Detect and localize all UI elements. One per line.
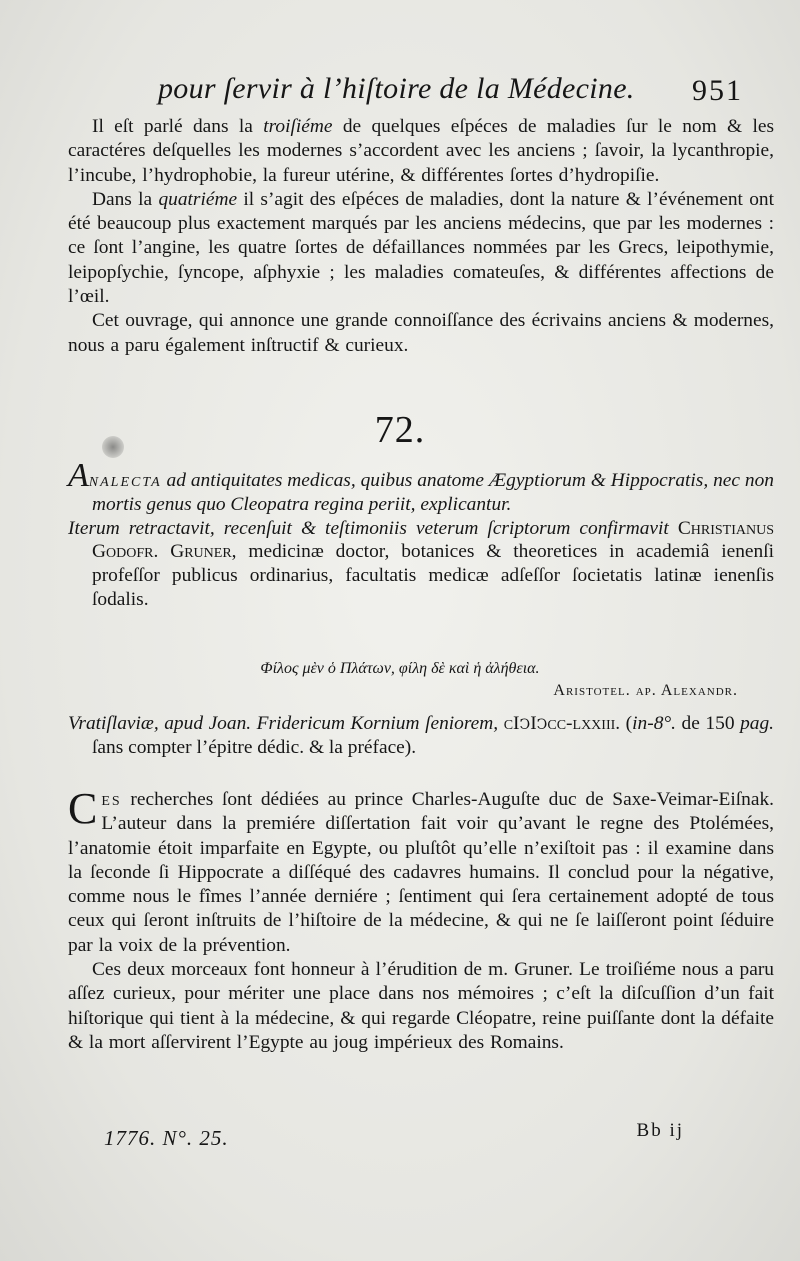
imprint-pages: de 150 <box>676 713 741 734</box>
text-run: Il eſt parlé dans la <box>92 116 264 137</box>
signature-mark: 1776. N°. 25. <box>104 1126 229 1150</box>
intro-paragraph <box>68 115 774 188</box>
text-run: de quelques eſpéces de maladies ſur le nom & les caractéres deſquelles les modernes s’accordent avec les anciens ; ſavoir, la lycanthropie, l’incube, l’hydrophobie, la fureur utérine, & différentes ſortes d’hydropiſie. <box>68 116 774 186</box>
intro-paragraphs <box>68 115 774 358</box>
bibliographic-entry <box>68 457 774 612</box>
section-number: 72. <box>374 409 426 451</box>
text-run: Dans la <box>92 188 159 210</box>
intro-paragraph <box>68 309 774 358</box>
imprint-tail: ſans compter l’épitre dédic. & la préface). <box>92 736 417 758</box>
epigraph-attribution: Aristotel. ap. Alexandr. <box>553 682 738 699</box>
title-initial: A <box>68 457 89 494</box>
title-rest: ad antiquitates medicas, quibus anatome Ægyptiorum & Hippocratis, nec non mortis genus quo Cleopatra regina periit, explicantur. <box>92 470 774 515</box>
author-description: , medicinæ doctor, botanices & theoretices in academiâ ienenſi profeſſor publicus ordinarius, facultatis medicæ adſeſſor ſocietatis latinæ ienenſis ſodalis. <box>92 541 774 610</box>
review-body <box>68 784 774 1055</box>
drop-cap: C <box>68 784 98 833</box>
intro-paragraph <box>68 188 774 309</box>
page-header <box>158 72 743 118</box>
imprint-format-open: ( <box>620 713 633 734</box>
running-head: pour ſervir à l’hiſtoire de la Médecine. <box>158 72 635 105</box>
text-run: il s’agit des eſpéces de maladies, dont la nature & l’événement ont été beaucoup plus exactement marqués par les anciens médecins, que par les modernes : ce ſont l’angine, les quatre ſortes de défaillances nommées par les Grecs, leipothymie, leipopſychie, ſyncope, aſphyxie ; les maladies comateuſes, & différentes affections de l’œil. <box>68 188 774 308</box>
author-name: Christianus Godofr. Gruner <box>92 517 774 563</box>
italic-run: quatriéme <box>158 188 238 210</box>
greek-epigraph: Φίλος μὲν ὁ Πλάτων, φίλη δὲ καὶ ἡ ἀλήθεια. <box>260 660 540 677</box>
review-paragraph-1 <box>68 784 774 958</box>
imprint-line <box>68 712 774 760</box>
review-paragraph-1-text: recherches ſont dédiées au prince Charles-Auguſte duc de Saxe-Veimar-Eiſnak. L’auteur dans la premiére diſſertation fait voir qu’avant le regne des Ptolémées, l’anatomie étoit imparfaite en Egypte, ou pluſtôt qu’elle n’exiſtoit pas : il examine dans la ſeconde ſi Hippocrate a diſſéqué des cadavres humains. Il conclud pour la négative, comme nous le fîmes l’année derniére ; ſentiment qui ſera certainement adopté de tous ceux qui ſeront inſtruits de l’hiſtoire de la médecine, & qui ne ſe laiſſeront point ſéduire par la voix de la prévention. <box>68 789 774 956</box>
entry-title <box>68 457 774 517</box>
page-number: 951 <box>692 74 743 107</box>
imprint-pag: pag. <box>740 713 775 734</box>
text-run: Cet ouvrage, qui annonce une grande connoiſſance des écrivains anciens & modernes, nous a paru également inſtructif & curieux. <box>68 310 774 356</box>
imprint-format: in-8°. <box>632 713 676 734</box>
title-caps: nalecta <box>88 470 162 491</box>
drop-cap-tail: es <box>101 789 122 810</box>
review-paragraph-2: Ces deux morceaux font honneur à l’érudition de m. Gruner. Le troiſiéme nous a paru aſſez curieux, pour mériter une place dans nos mémoires ; c’eſt la diſcuſſion d’un fait hiſtorique qui tient à la médecine, & qui regarde Cléopatre, reine puiſſante dont la défaite & la mort aſſervirent l’Egypte au joug impérieux des Romains. <box>68 959 774 1053</box>
entry-editor <box>68 517 774 612</box>
imprint-year: cIↄIↄcc-lxxiii. <box>498 713 621 734</box>
editor-intro: Iterum retractavit, recenſuit & teſtimoniis veterum ſcriptorum confirmavit <box>68 517 669 539</box>
imprint-place: Vratiſlaviæ, apud Joan. Fridericum Kornium ſeniorem, <box>68 713 499 734</box>
imprint <box>68 712 774 760</box>
gathering-mark: Bb ij <box>636 1120 684 1141</box>
italic-run: troiſiéme <box>263 116 333 137</box>
